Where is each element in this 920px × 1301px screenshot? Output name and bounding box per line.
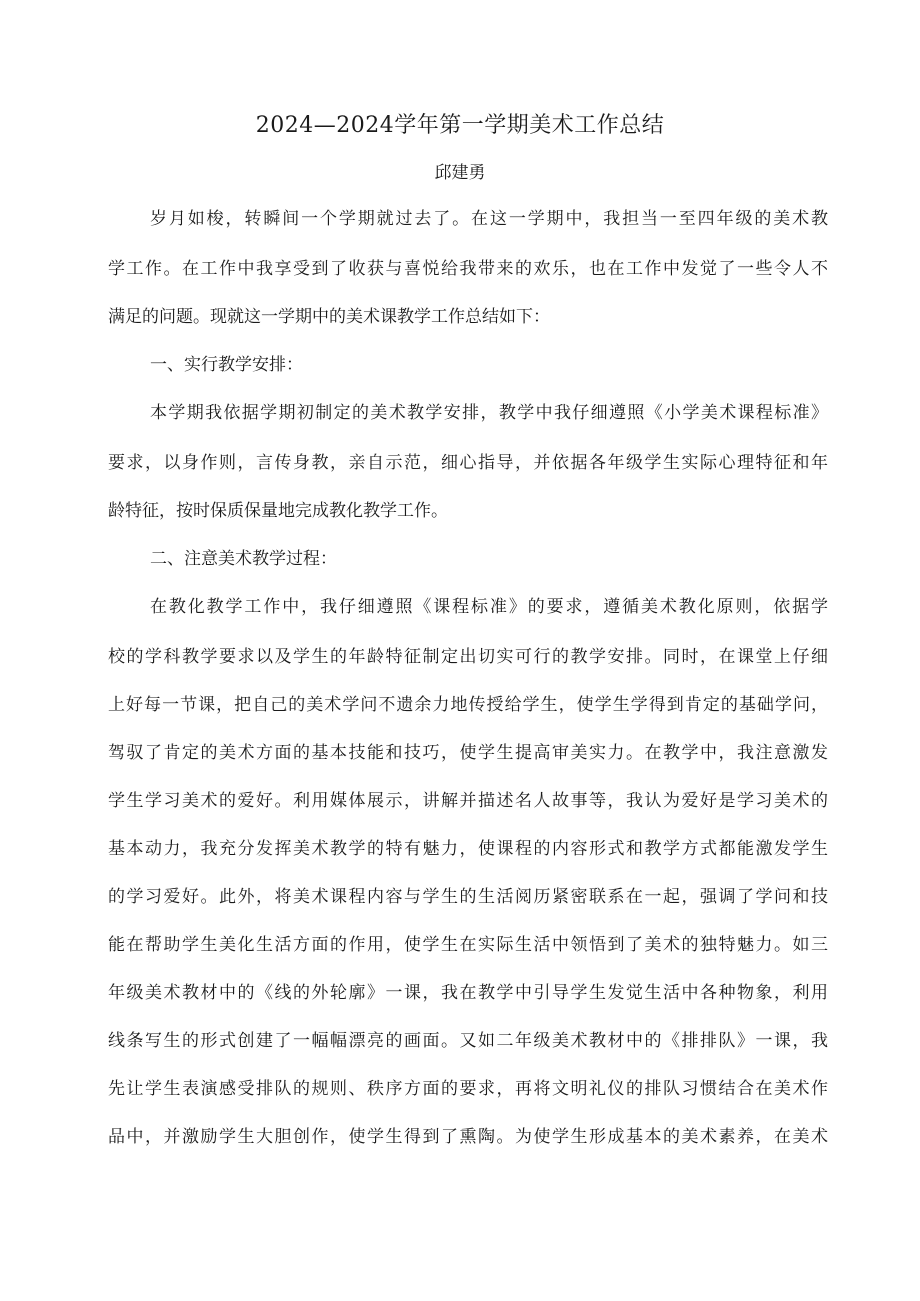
paragraph-line: 能在帮助学生美化生活方面的作用，使学生在实际生活中领悟到了美术的独特魅力。如三 bbox=[108, 935, 828, 955]
paragraph-line: 岁月如梭，转瞬间一个学期就过去了。在这一学期中，我担当一至四年级的美术教 bbox=[150, 209, 828, 229]
paragraph-line: 线条写生的形式创建了一幅幅漂亮的画面。又如二年级美术教材中的《排排队》一课，我 bbox=[108, 1031, 828, 1051]
paragraph-line: 驾驭了肯定的美术方面的基本技能和技巧，使学生提高审美实力。在教学中，我注意激发 bbox=[108, 743, 828, 763]
paragraph-line: 校的学科教学要求以及学生的年龄特征制定出切实可行的教学安排。同时，在课堂上仔细 bbox=[108, 647, 828, 667]
document-author: 邱建勇 bbox=[434, 163, 486, 183]
paragraph-line: 学生学习美术的爱好。利用媒体展示，讲解并描述名人故事等，我认为爱好是学习美术的 bbox=[108, 791, 828, 811]
paragraph-line: 满足的问题。现就这一学期中的美术课教学工作总结如下： bbox=[108, 307, 550, 327]
paragraph-line: 学工作。在工作中我享受到了收获与喜悦给我带来的欢乐，也在工作中发觉了一些令人不 bbox=[108, 259, 828, 279]
paragraph-line: 要求，以身作则，言传身教，亲自示范，细心指导，并依据各年级学生实际心理特征和年 bbox=[108, 453, 828, 473]
paragraph-line: 的学习爱好。此外，将美术课程内容与学生的生活阅历紧密联系在一起，强调了学问和技 bbox=[108, 887, 828, 907]
paragraph-line: 在教化教学工作中，我仔细遵照《课程标准》的要求，遵循美术教化原则，依据学 bbox=[150, 597, 828, 617]
section-heading: 二、注意美术教学过程： bbox=[150, 549, 337, 569]
paragraph-line: 龄特征，按时保质保量地完成教化教学工作。 bbox=[108, 501, 448, 521]
paragraph-line: 品中，并激励学生大胆创作，使学生得到了熏陶。为使学生形成基本的美术素养，在美术 bbox=[108, 1127, 828, 1147]
paragraph-line: 基本动力，我充分发挥美术教学的特有魅力，使课程的内容形式和教学方式都能激发学生 bbox=[108, 839, 828, 859]
paragraph-line: 本学期我依据学期初制定的美术教学安排，教学中我仔细遵照《小学美术课程标准》 bbox=[150, 403, 828, 423]
paragraph-line: 上好每一节课，把自己的美术学问不遗余力地传授给学生，使学生学得到肯定的基础学问， bbox=[108, 695, 828, 715]
paragraph-line: 年级美术教材中的《线的外轮廓》一课，我在教学中引导学生发觉生活中各种物象，利用 bbox=[108, 983, 828, 1003]
paragraph-line: 先让学生表演感受排队的规则、秩序方面的要求，再将文明礼仪的排队习惯结合在美术作 bbox=[108, 1079, 828, 1099]
section-heading: 一、实行教学安排： bbox=[150, 355, 303, 375]
document-title: 2024—2024学年第一学期美术工作总结 bbox=[255, 113, 665, 138]
